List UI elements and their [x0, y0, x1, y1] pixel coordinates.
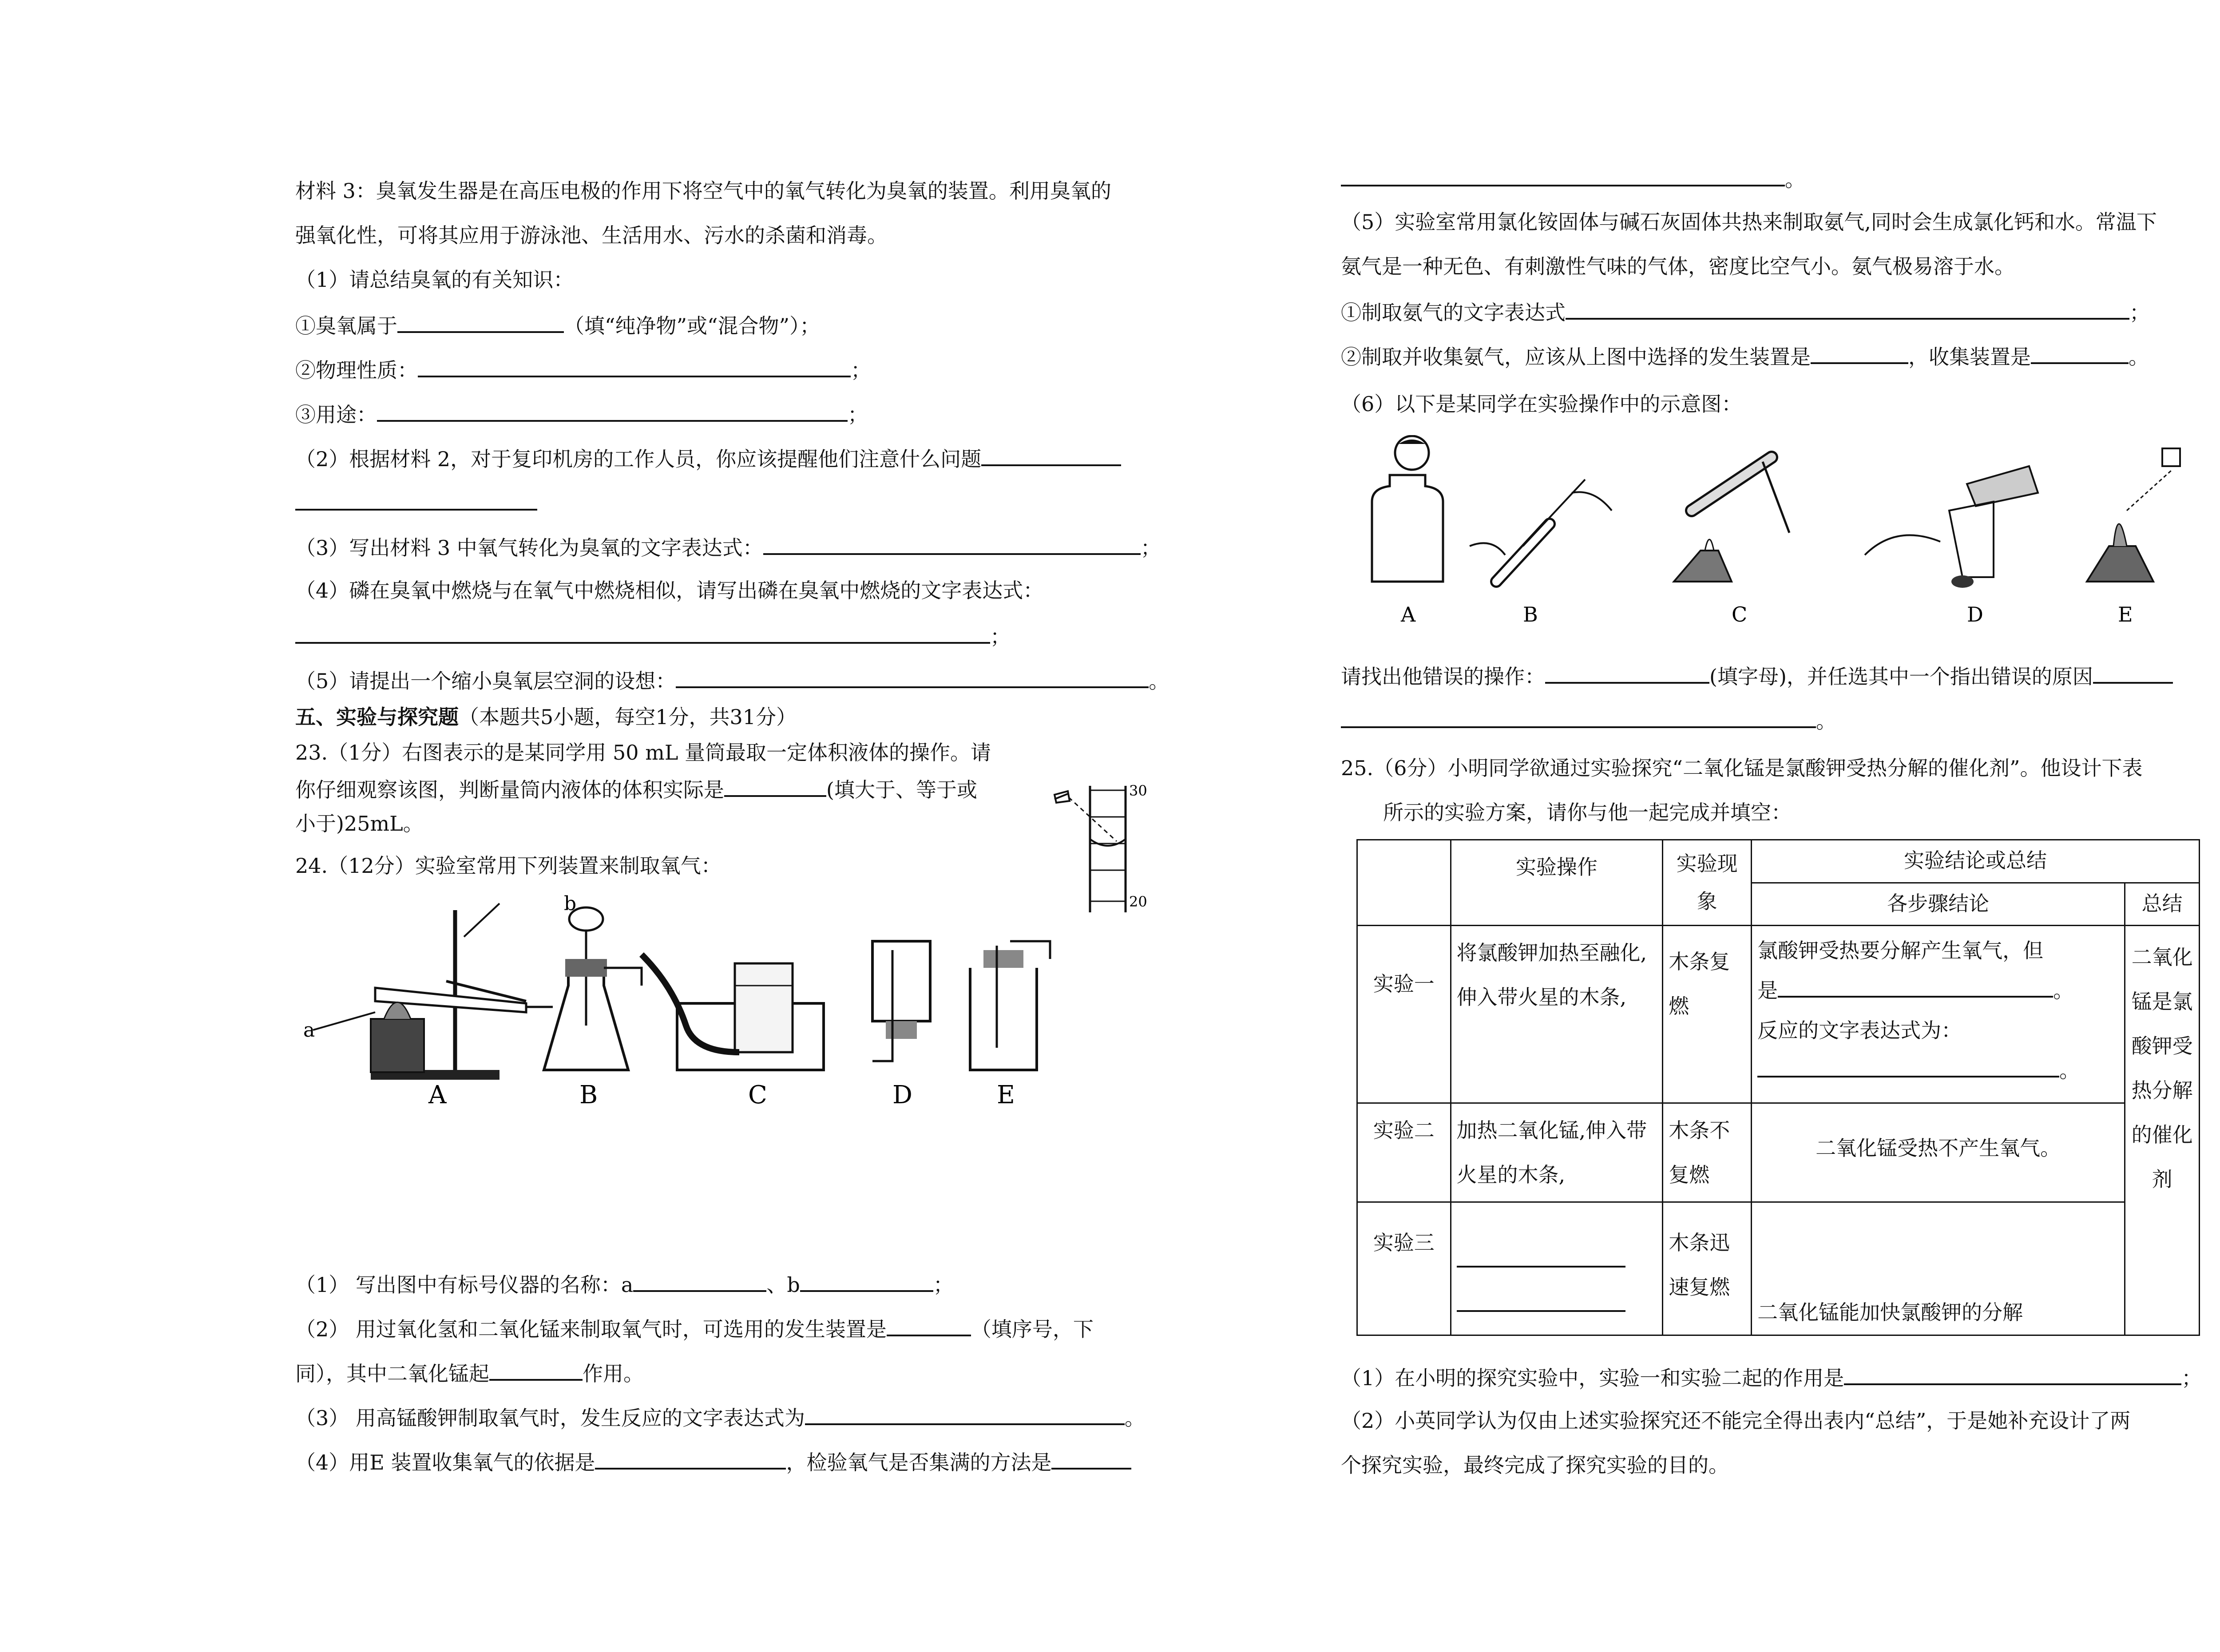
answer-blank[interactable] — [724, 775, 826, 797]
operation-d — [1865, 466, 2038, 626]
apparatus-d — [872, 941, 930, 1109]
q24-4: （4）用E 装置收集氧气的依据是 ，检验氧气是否集满的方法是 — [295, 1447, 1131, 1476]
answer-blank[interactable] — [1778, 975, 2053, 998]
material3-line1: 材料 3：臭氧发生器是在高压电极的作用下将空气中的氧气转化为臭氧的装置。利用臭氧的 — [295, 179, 1111, 203]
row2-operation: 加热二氧化锰,伸入带火星的木条, — [1451, 1103, 1663, 1202]
th-phenomenon: 实验现象 — [1663, 840, 1752, 926]
operation-b — [1470, 479, 1612, 626]
answer-blank[interactable] — [418, 355, 851, 377]
followup-2-line2: 个探究实验，最终完成了探究实验的目的。 — [1341, 1453, 1729, 1477]
q5-line2: 氨气是一种无色、有刺激性气味的气体，密度比空气小。氨气极易溶于水。 — [1341, 254, 2015, 278]
th-empty — [1357, 840, 1451, 926]
q24-2-cont: 同），其中二氧化锰起 作用。 — [295, 1359, 644, 1387]
q5a: ①制取氨气的文字表达式 ； — [1341, 297, 2150, 326]
answer-blank[interactable] — [981, 444, 1121, 466]
question-4-cont: ； — [295, 622, 1011, 650]
q6: （6）以下是某同学在实验操作中的示意图： — [1341, 392, 1742, 416]
row1-phenomenon: 木条复燃 — [1663, 926, 1752, 1103]
row2-conclusion: 二氧化锰受热不产生氧气。 — [1752, 1103, 2125, 1202]
q24-intro: 24.（12分）实验室常用下列装置来制取氧气： — [295, 854, 722, 878]
row3-phenomenon: 木条迅速复燃 — [1663, 1202, 1752, 1335]
material3-line2: 强氧化性，可将其应用于游泳池、生活用水、污水的杀菌和消毒。 — [295, 223, 888, 247]
question-2: （2）根据材料 2，对于复印机房的工作人员，你应该提醒他们注意什么问题 — [295, 444, 1121, 472]
answer-blank-a[interactable] — [633, 1270, 766, 1292]
row2-phenomenon: 木条不复燃 — [1663, 1103, 1752, 1202]
op-label-D: D — [1967, 602, 1983, 626]
th-operation: 实验操作 — [1451, 840, 1663, 926]
row3-conclusion: 二氧化锰能加快氯酸钾的分解 — [1752, 1202, 2125, 1335]
operation-e — [2087, 448, 2180, 626]
label-b: b — [564, 892, 577, 915]
apparatus-b — [544, 892, 642, 1109]
row1-conclusion: 氯酸钾受热要分解产生氧气，但 是 。 反应的文字表达式为： 。 — [1752, 926, 2125, 1103]
question-2-cont — [295, 488, 537, 517]
op-label-C: C — [1732, 602, 1748, 626]
answer-blank[interactable] — [2093, 662, 2173, 684]
answer-blank[interactable] — [763, 533, 1141, 555]
lab-operations-figure — [1363, 435, 2220, 630]
label-C: C — [748, 1081, 767, 1109]
cylinder-label-30: 30 — [1129, 782, 1147, 799]
th-summary: 总结 — [2125, 883, 2200, 926]
q24-3: （3） 用高锰酸钾制取氧气时，发生反应的文字表达式为 。 — [295, 1403, 1145, 1431]
answer-blank-b[interactable] — [800, 1270, 933, 1292]
experiment-table — [1356, 839, 2200, 1336]
row3-operation — [1451, 1202, 1663, 1335]
answer-blank[interactable] — [2031, 342, 2129, 364]
answer-blank[interactable] — [397, 311, 564, 333]
row2-name: 实验二 — [1357, 1103, 1451, 1202]
q5-line1: （5）实验室常用氯化铵固体与碱石灰固体共热来制取氨气,同时会生成氯化钙和水。常温下 — [1341, 210, 2157, 234]
operation-c — [1674, 457, 1789, 626]
q6-answer: 请找出他错误的操作： (填字母)，并任选其中一个指出错误的原因 — [1341, 662, 2173, 690]
answer-blank[interactable] — [1844, 1363, 2181, 1385]
label-B: B — [579, 1081, 598, 1109]
op-label-B: B — [1523, 602, 1538, 626]
answer-blank[interactable] — [377, 400, 848, 422]
summary-cell: 二氧化锰是氯酸钾受热分解的催化剂 — [2125, 926, 2200, 1335]
answer-blank[interactable] — [1545, 662, 1709, 684]
question-1a: ①臭氧属于 （填“纯净物”或“混合物”）； — [295, 311, 820, 339]
cylinder-label-20: 20 — [1129, 893, 1147, 910]
th-conclusion: 实验结论或总结 — [1752, 840, 2200, 883]
q24-2: （2） 用过氧化氢和二氧化锰来制取氧气时，可选用的发生装置是 （填序号，下 — [295, 1314, 1094, 1343]
answer-blank[interactable] — [595, 1447, 786, 1470]
answer-blank[interactable] — [1341, 706, 1816, 728]
label-E: E — [997, 1081, 1015, 1109]
answer-blank[interactable] — [1051, 1447, 1131, 1470]
question-4: （4）磷在臭氧中燃烧与在氧气中燃烧相似，请写出磷在臭氧中燃烧的文字表达式： — [295, 578, 1044, 602]
question-1c: ③用途： ； — [295, 400, 868, 428]
q23-line1: 23.（1分）右图表示的是某同学用 50 mL 量筒最取一定体积液体的操作。请 — [295, 741, 991, 765]
question-5: （5）请提出一个缩小臭氧层空洞的设想： 。 — [295, 666, 1169, 694]
label-D: D — [892, 1081, 912, 1109]
op-label-A: A — [1401, 602, 1416, 626]
q23-line3: 小于)25mL。 — [295, 812, 424, 836]
operation-a — [1372, 436, 1443, 626]
section-5-heading: 五、实验与探究题（本题共5小题，每空1分，共31分） — [295, 705, 797, 729]
question-1: （1）请总结臭氧的有关知识： — [295, 268, 574, 292]
row1-name: 实验一 — [1357, 926, 1451, 1103]
followup-2-line1: （2）小英同学认为仅由上述实验探究还不能完全得出表内“总结”，于是她补充设计了两 — [1341, 1409, 2131, 1433]
answer-blank[interactable] — [1341, 164, 1785, 186]
apparatus-e — [970, 941, 1050, 1109]
q25-line2: 所示的实验方案，请你与他一起完成并填空： — [1383, 800, 1792, 824]
right-top-line: 。 — [1341, 164, 1805, 193]
answer-blank[interactable] — [676, 666, 1149, 688]
apparatus-a — [303, 903, 553, 1109]
answer-blank[interactable] — [1457, 1245, 1625, 1268]
answer-blank[interactable] — [1457, 1290, 1625, 1312]
answer-blank[interactable] — [489, 1359, 583, 1381]
answer-blank[interactable] — [1566, 297, 2129, 320]
q5b: ②制取并收集氨气，应该从上图中选择的发生装置是 ，收集装置是 。 — [1341, 342, 2149, 370]
label-a: a — [303, 1019, 315, 1042]
q24-1: （1） 写出图中有标号仪器的名称：a 、b ； — [295, 1270, 954, 1298]
label-A: A — [428, 1081, 447, 1109]
question-3: （3）写出材料 3 中氧气转化为臭氧的文字表达式： ； — [295, 533, 1161, 561]
answer-blank[interactable] — [295, 488, 537, 511]
q6-answer-cont: 。 — [1341, 706, 1836, 734]
answer-blank[interactable] — [295, 622, 990, 644]
answer-blank[interactable] — [805, 1403, 1125, 1425]
answer-blank[interactable] — [887, 1314, 971, 1336]
q25-line1: 25.（6分）小明同学欲通过实验探究“二氧化锰是氯酸钾受热分解的催化剂”。他设计下表 — [1341, 756, 2143, 780]
row1-operation: 将氯酸钾加热至融化,伸入带火星的木条, — [1451, 926, 1663, 1103]
op-label-E: E — [2118, 602, 2133, 626]
answer-blank[interactable] — [1757, 1055, 2059, 1078]
oxygen-apparatus-figure — [295, 892, 1086, 1114]
row3-name: 实验三 — [1357, 1202, 1451, 1335]
q23-line2: 你仔细观察该图，判断量筒内液体的体积实际是 (填大于、等于或 — [295, 775, 977, 803]
apparatus-c — [642, 955, 824, 1109]
followup-1: （1）在小明的探究实验中，实验一和实验二起的作用是 ； — [1341, 1363, 2202, 1391]
th-step-conclusion: 各步骤结论 — [1752, 883, 2125, 926]
question-1b: ②物理性质： ； — [295, 355, 871, 384]
answer-blank[interactable] — [1811, 342, 1908, 364]
